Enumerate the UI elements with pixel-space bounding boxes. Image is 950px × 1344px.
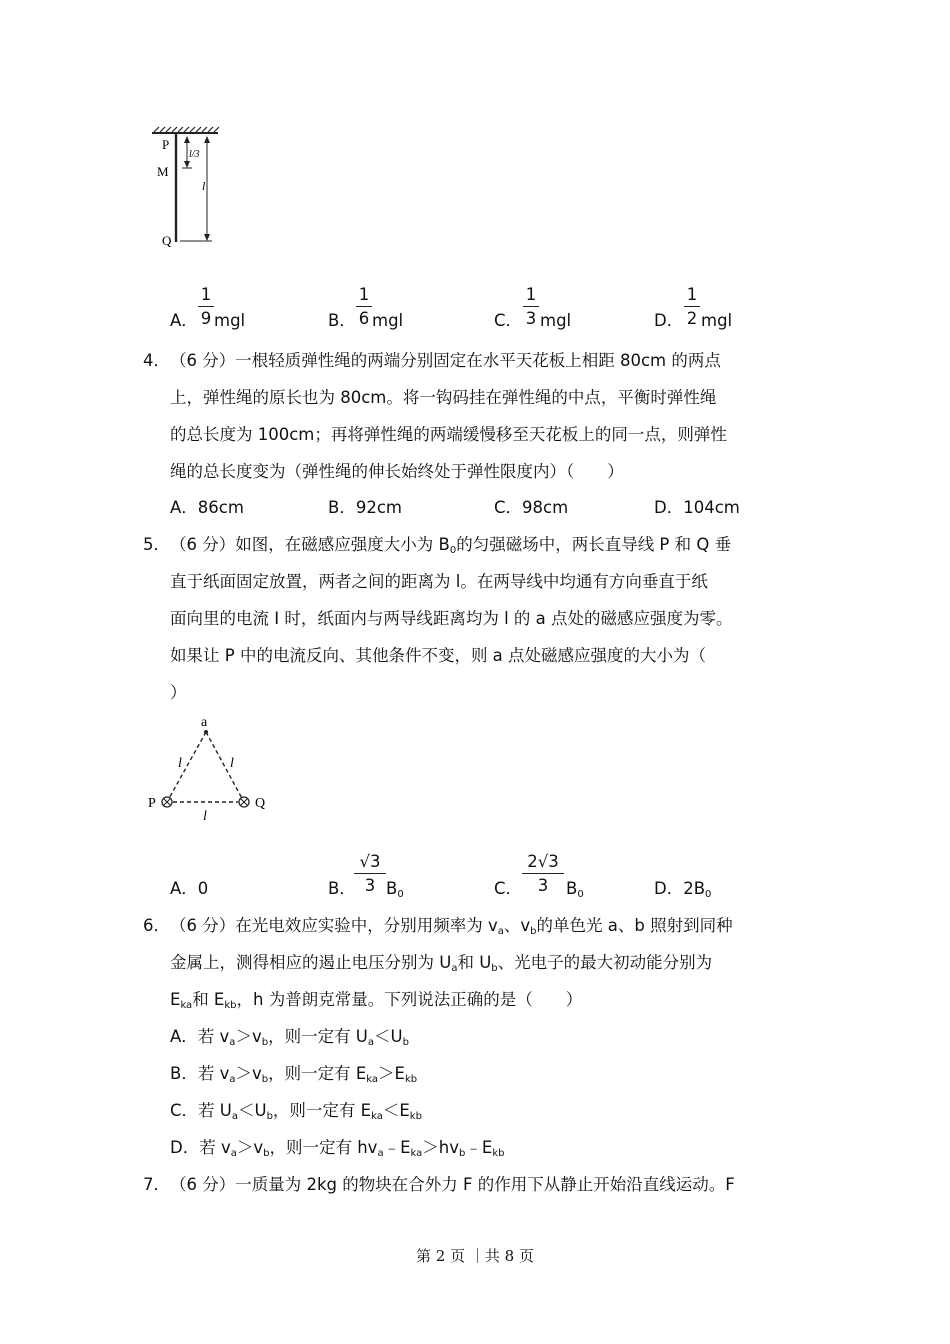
question-text: 直于纸面固定放置，两者之间的距离为 l。在两导线中均通有方向垂直于纸 <box>170 572 708 591</box>
option-letter: B． <box>328 311 356 330</box>
label-l-left: l <box>178 756 182 771</box>
question-number: 6． <box>143 916 170 935</box>
option-letter: D． <box>654 311 684 330</box>
label-third: l/3 <box>189 149 200 160</box>
label-q: Q <box>255 796 266 811</box>
fraction: 1 2 <box>684 285 700 329</box>
rope-figure <box>140 125 235 250</box>
fraction: √3 3 <box>354 852 386 896</box>
question-text: ） <box>170 683 187 702</box>
option-letter: A． <box>170 311 198 330</box>
question-text: （6 分）一根轻质弹性绳的两端分别固定在水平天花板上相距 80cm 的两点 <box>170 351 721 370</box>
question-text: （6 分）一质量为 2kg 的物块在合外力 F 的作用下从静止开始沿直线运动。F <box>170 1175 735 1194</box>
question-text: 如果让 P 中的电流反向、其他条件不变，则 a 点处磁感应强度的大小为（ <box>170 646 707 665</box>
label-l-bottom: l <box>203 809 207 822</box>
question-number: 4． <box>143 351 170 370</box>
q4-option-d[interactable]: D．104cm <box>654 498 740 517</box>
q6-option-d[interactable]: D．若 $v_a>v_b$，则一定有 $hv_a﹣E_{ka}>hv_b﹣E_{kb}$ <box>170 1138 505 1159</box>
label-q: Q <box>162 233 172 248</box>
question-text: 上，弹性绳的原长也为 80cm。将一钩码挂在弹性绳的中点，平衡时弹性绳 <box>170 388 717 407</box>
question-text: （6 分）在光电效应实验中，分别用频率为 $v_a$、$v_b$的单色光 a、b 照射到同种 <box>170 916 733 937</box>
fraction: 2√3 3 <box>522 852 564 896</box>
question-text: $E_{ka}$和 $E_{kb}$，h 为普朗克常量。下列说法正确的是（ ） <box>170 990 583 1011</box>
question-text: 金属上，测得相应的遏止电压分别为 $U_a$和 $U_b$、光电子的最大初动能分别为 <box>170 953 713 974</box>
q6-option-a[interactable]: A．若 $v_a>v_b$，则一定有 $U_a<U_b$ <box>170 1027 409 1048</box>
fraction: 1 9 <box>198 285 214 329</box>
q6-option-c[interactable]: C．若 $U_a<U_b$，则一定有 $E_{ka}<E_{kb}$ <box>170 1101 422 1122</box>
option-letter: B． <box>328 879 356 898</box>
label-m: M <box>157 164 169 179</box>
label-l-right: l <box>230 756 234 771</box>
q5-option-a[interactable]: A．0 <box>170 879 209 898</box>
question-text: 的总长度为 100cm；再将弹性绳的两端缓慢移至天花板上的同一点，则弹性 <box>170 425 727 444</box>
option-letter: C． <box>494 311 523 330</box>
fraction: 1 3 <box>523 285 539 329</box>
label-p: P <box>162 137 170 152</box>
question-text: 绳的总长度变为（弹性绳的伸长始终处于弹性限度内）（ ） <box>170 462 624 481</box>
label-p: P <box>148 796 156 811</box>
page-footer: 第 2 页 ｜共 8 页 <box>416 1247 534 1265</box>
fraction: 1 6 <box>356 285 372 329</box>
q5-option-d[interactable]: D．$2B_0$ <box>654 879 712 900</box>
triangle-figure <box>140 712 280 822</box>
label-a: a <box>201 715 208 730</box>
question-text: 面向里的电流 I 时，纸面内与两导线距离均为 l 的 a 点处的磁感应强度为零。 <box>170 609 733 628</box>
question-number: 5． <box>143 535 170 554</box>
question-number: 7． <box>143 1175 170 1194</box>
label-length: l <box>202 179 206 193</box>
q4-option-c[interactable]: C．98cm <box>494 498 569 517</box>
q4-option-a[interactable]: A．86cm <box>170 498 244 517</box>
question-text: （6 分）如图，在磁感应强度大小为 $B_0$的匀强磁场中，两长直导线 P 和 Q 垂 <box>170 535 732 556</box>
q6-option-b[interactable]: B．若 $v_a>v_b$，则一定有 $E_{ka}>E_{kb}$ <box>170 1064 418 1085</box>
option-letter: C． <box>494 879 523 898</box>
q4-option-b[interactable]: B．92cm <box>328 498 402 517</box>
